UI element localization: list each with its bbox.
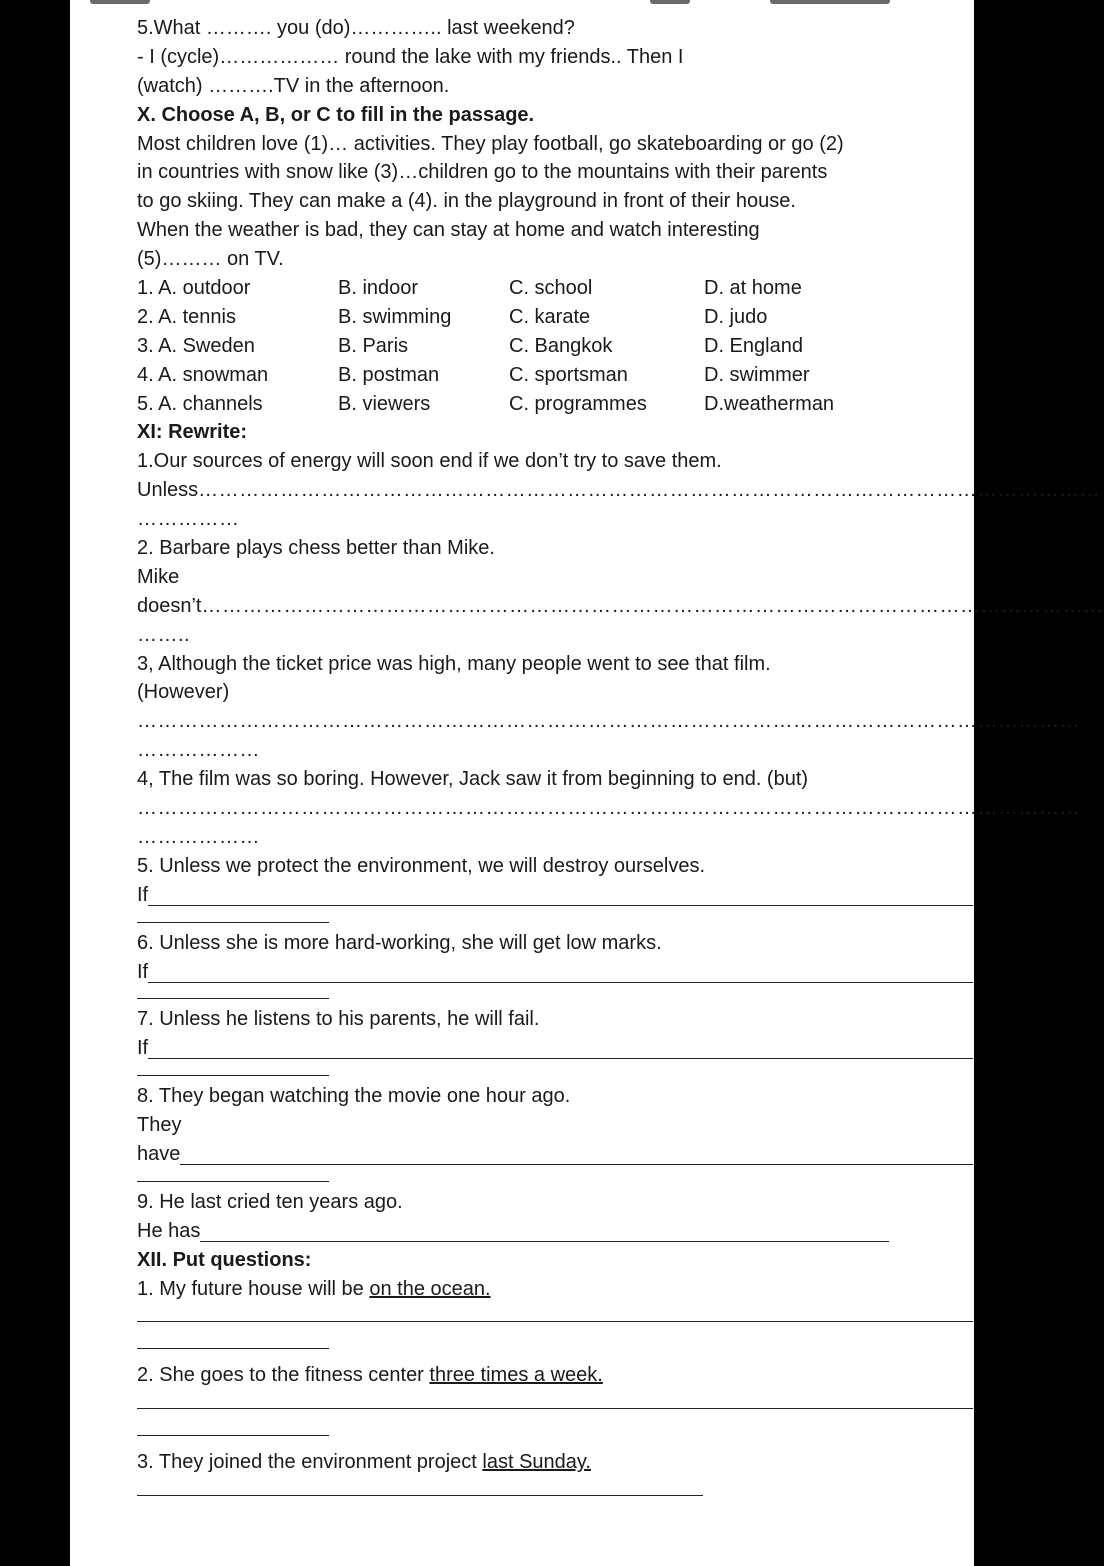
option-b: B. indoor [338,277,419,300]
answer-rule-short [137,986,329,999]
worksheet-content [137,14,1104,1496]
question-text: 1. My future house will be [137,1277,370,1300]
question-q2 [137,1361,973,1390]
answer-line [137,1217,889,1246]
underlined-answer: last Sunday. [482,1451,591,1474]
rewrite-q6: 6. Unless she is more hard-working, she will get low marks. [137,931,662,954]
answer-rule [200,1217,889,1242]
passage-line: Most children love (1)… activities. They play football, go skateboarding or go (2) [137,132,844,155]
option-row [137,274,973,303]
dotted-blank: …………………………………………………………………………………………………………………… [201,594,1104,617]
rewrite-q4: 4, The film was so boring. However, Jack saw it from beginning to end. (but) [137,768,809,791]
option-d: D. swimmer [704,363,810,386]
answer-start: If [137,883,149,906]
answer-line [137,592,1104,621]
answer-rule [148,881,973,906]
option-c: C. karate [509,305,591,328]
option-b: B. Paris [338,334,409,357]
option-b: B. viewers [338,392,431,415]
rewrite-q1: 1.Our sources of energy will soon end if we don’t try to save them. [137,450,722,473]
option-row [137,332,973,361]
answer-rule [137,1390,973,1409]
underlined-answer: three times a week. [429,1364,603,1387]
passage-line: (5)……… on TV. [137,248,284,271]
option-c: C. programmes [509,392,647,415]
dotted-blank: ………………………………………………………………………………………………………………………… [137,797,1080,820]
option-d: D. at home [704,277,802,300]
cropped-header-mark [90,0,150,4]
section-x-title: X. Choose A, B, or C to fill in the passage. [137,103,535,126]
answer-rule [180,1140,973,1165]
section-xi-title: XI: Rewrite: [137,421,248,444]
answer-rule [148,958,973,983]
answer-start: They [137,1114,182,1137]
answer-tail: ……………… [137,739,260,762]
dotted-blank: …………………………………………………………………………………………………………………… [198,479,1101,502]
answer-line [137,881,973,910]
q5-line1: 5.What ………. you (do)………….. last weekend? [137,17,575,39]
question-q3 [137,1448,973,1477]
answer-start: He has [137,1219,201,1242]
answer-line [137,476,1101,505]
option-c: C. school [509,277,593,300]
rewrite-hint: (However) [137,681,230,704]
option-d: D. England [704,334,803,357]
worksheet-page [70,0,1104,1566]
option-row [137,361,973,390]
answer-rule-short [137,1409,329,1436]
cropped-header-mark [770,0,890,4]
option-row [137,390,973,419]
answer-rule-short [137,1169,329,1182]
answer-rule [137,1303,973,1322]
answer-start: Unless [137,479,199,502]
rewrite-q3: 3, Although the ticket price was high, many people went to see that film. [137,652,771,675]
answer-tail: ……………… [137,825,260,848]
answer-rule [137,1477,703,1496]
passage-line: When the weather is bad, they can stay at home and watch interesting [137,219,760,242]
option-a: 5. A. channels [137,392,263,415]
question-text: 3. They joined the environment project [137,1451,483,1474]
answer-line [137,1034,973,1063]
passage-line: in countries with snow like (3)…children go to the mountains with their parents [137,161,828,184]
section-xii-title: XII. Put questions: [137,1248,312,1271]
q5-line2: - I (cycle)……………… round the lake with my friends.. Then I [137,45,684,68]
option-c: C. sportsman [509,363,628,386]
option-d: D. judo [704,305,768,328]
option-a: 4. A. snowman [137,363,269,386]
rewrite-q9: 9. He last cried ten years ago. [137,1190,403,1213]
option-a: 3. A. Sweden [137,334,255,357]
answer-line [137,958,973,987]
answer-rule-short [137,1063,329,1076]
answer-line [137,1140,973,1169]
answer-start: have [137,1142,181,1165]
answer-start: doesn’t [137,594,202,617]
rewrite-q8: 8. They began watching the movie one hour ago. [137,1085,571,1108]
question-text: 2. She goes to the fitness center [137,1364,430,1387]
question-q1 [137,1275,973,1304]
answer-tail: …….. [137,623,191,646]
option-row [137,303,973,332]
answer-rule [148,1034,973,1059]
rewrite-q5: 5. Unless we protect the environment, we will destroy ourselves. [137,854,706,877]
rewrite-q7: 7. Unless he listens to his parents, he will fail. [137,1008,540,1031]
answer-start: If [137,960,149,983]
rewrite-q2: 2. Barbare plays chess better than Mike. [137,537,495,560]
answer-rule-short [137,910,329,923]
option-b: B. swimming [338,305,452,328]
answer-start: If [137,1037,149,1060]
answer-rule-short [137,1322,329,1349]
answer-start: Mike [137,565,180,588]
option-b: B. postman [338,363,440,386]
option-a: 2. A. tennis [137,305,236,328]
cropped-header-mark [650,0,690,4]
dotted-blank: ………………………………………………………………………………………………………………………… [137,710,1080,733]
passage-line: to go skiing. They can make a (4). in the playground in front of their house. [137,190,796,213]
option-a: 1. A. outdoor [137,277,251,300]
q5-line3: (watch) ……….TV in the afternoon. [137,74,450,97]
answer-tail: …………… [137,508,240,531]
option-d: D.weatherman [704,392,835,415]
option-c: C. Bangkok [509,334,613,357]
underlined-answer: on the ocean. [369,1277,491,1300]
